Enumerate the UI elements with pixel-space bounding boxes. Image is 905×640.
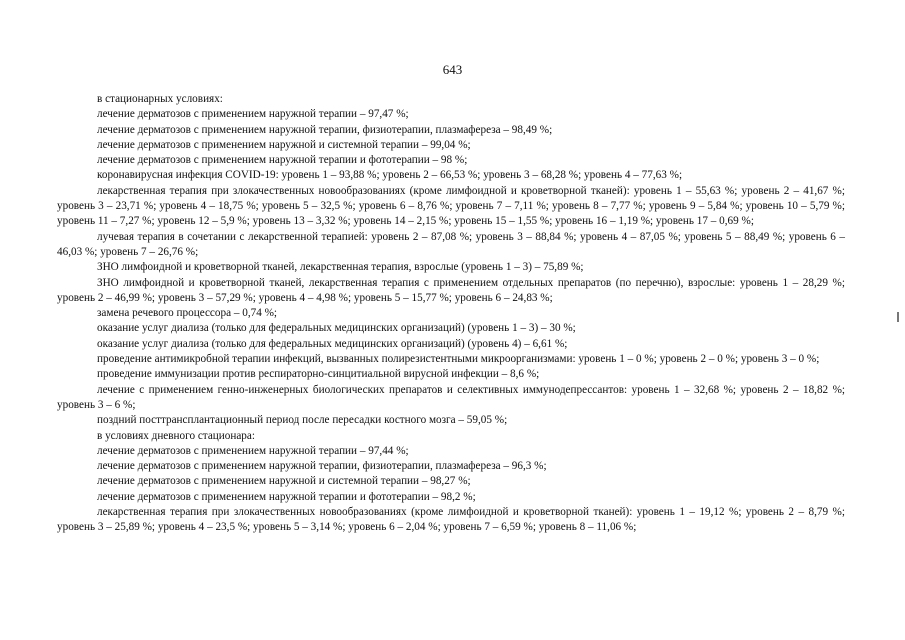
paragraph: ЗНО лимфоидной и кроветворной тканей, лекарственная терапия, взрослые (уровень 1 – 3) – 75,89 %; — [97, 261, 584, 274]
paragraph: лечение дерматозов с применением наружной терапии, физиотерапии, плазмафереза – 96,3 %; — [97, 460, 547, 473]
page-number: 643 — [442, 62, 463, 77]
paragraph-day-hospital-heading: в условиях дневного стационара: — [97, 429, 255, 442]
paragraph: лечение дерматозов с применением наружной терапии – 97,44 %; — [97, 444, 409, 457]
paragraph: ЗНО лимфоидной и кроветворной тканей, лекарственная терапия с применением отдельных препаратов (по перечню), взрослые: уровень 1 – 28,29 %; уровень 2 – 46,99 %; уровень 3 – 57,29 %; уровень 4 – 4,98 %; уровень 5 – 15,77 %; уровень 6 – 24,83 %; — [57, 276, 845, 304]
paragraph: лечение дерматозов с применением наружной терапии, физиотерапии, плазмафереза – 98,49 %; — [97, 123, 553, 136]
scan-mark — [897, 312, 899, 322]
paragraph: замена речевого процессора – 0,74 %; — [97, 307, 278, 320]
paragraph: лечение дерматозов с применением наружной и системной терапии – 98,27 %; — [97, 475, 471, 488]
paragraph: оказание услуг диализа (только для федеральных медицинских организаций) (уровень 1 – 3) – 30 %; — [97, 322, 576, 335]
paragraph: лечение дерматозов с применением наружной терапии и фототерапии – 98 %; — [97, 154, 468, 167]
paragraph-inpatient-heading: в стационарных условиях: — [97, 93, 223, 105]
paragraph: лечение с применением генно-инженерных биологических препаратов и селективных иммунодепрессантов: уровень 1 – 32,68 %; уровень 2 – 18,82 %; уровень 3 – 6 %; — [57, 383, 845, 411]
paragraph: лекарственная терапия при злокачественных новообразованиях (кроме лимфоидной и кроветворной тканей): уровень 1 – 19,12 %; уровень 2 – 8,79 %; уровень 3 – 25,89 %; уровень 4 – 23,5 %; уровень 5 – 3,14 %; уровень 6 – 2,04 %; уровень 7 – 6,59 %; уровень 8 – 11,06 %; — [57, 506, 845, 534]
document-body — [57, 92, 845, 536]
paragraph: лечение дерматозов с применением наружной и системной терапии – 99,04 %; — [97, 138, 471, 151]
paragraph: оказание услуг диализа (только для федеральных медицинских организаций) (уровень 4) – 6,61 %; — [97, 337, 568, 350]
paragraph: проведение иммунизации против респираторно-синцитиальной вирусной инфекции – 8,6 %; — [97, 368, 540, 381]
paragraph: лечение дерматозов с применением наружной терапии – 97,47 %; — [97, 108, 409, 121]
paragraph: лекарственная терапия при злокачественных новообразованиях (кроме лимфоидной и кроветворной тканей): уровень 1 – 55,63 %; уровень 2 – 41,67 %; уровень 3 – 23,71 %; уровень 4 – 18,75 %; уровень 5 – 32,5 %; уровень 6 – 8,76 %; уровень 7 – 7,11 %; уровень 8 – 7,77 %; уровень 9 – 5,84 %; уровень 10 – 5,79 %; уровень 11 – 7,27 %; уровень 12 – 5,9 %; уровень 13 – 3,32 %; уровень 14 – 2,15 %; уровень 15 – 1,55 %; уровень 16 – 1,19 %; уровень 17 – 0,69 %; — [57, 184, 845, 228]
paragraph: лучевая терапия в сочетании с лекарственной терапией: уровень 2 – 87,08 %; уровень 3 – 88,84 %; уровень 4 – 87,05 %; уровень 5 – 88,49 %; уровень 6 – 46,03 %; уровень 7 – 26,76 %; — [57, 230, 845, 258]
paragraph: лечение дерматозов с применением наружной терапии и фототерапии – 98,2 %; — [97, 490, 476, 503]
paragraph: коронавирусная инфекция COVID-19: уровень 1 – 93,88 %; уровень 2 – 66,53 %; уровень 3 – 68,28 %; уровень 4 – 77,63 %; — [97, 169, 683, 182]
paragraph: поздний посттрансплантационный период после пересадки костного мозга – 59,05 %; — [97, 414, 508, 427]
paragraph: проведение антимикробной терапии инфекций, вызванных полирезистентными микроорганизмами: уровень 1 – 0 %; уровень 2 – 0 %; уровень 3 – 0 %; — [97, 353, 820, 366]
